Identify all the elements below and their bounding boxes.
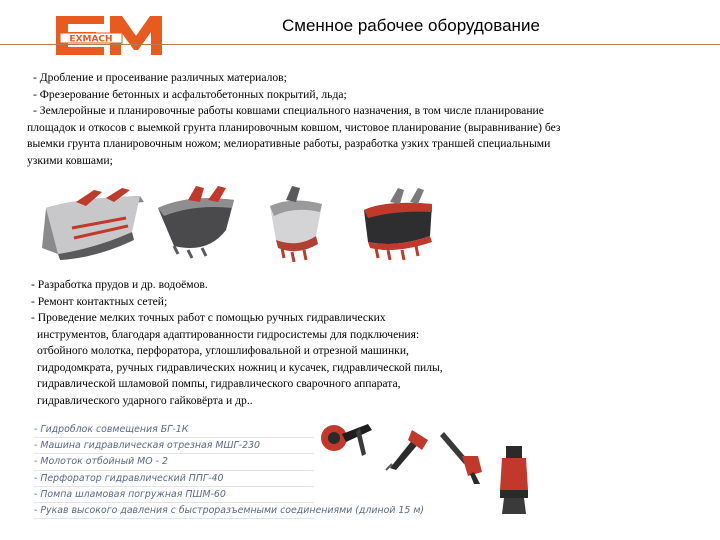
tool-list-item: - Машина гидравлическая отрезная МШГ-230 bbox=[34, 438, 314, 454]
perforator-image bbox=[438, 426, 488, 486]
header-divider bbox=[0, 44, 720, 45]
tool-list-item: - Помпа шламовая погружная ПШМ-60 bbox=[34, 487, 314, 503]
tool-list-item: - Рукав высокого давления с быстроразъемными соединениями (длиной 15 м) bbox=[34, 503, 314, 519]
breaker-hammer-image bbox=[384, 424, 432, 472]
exmach-logo bbox=[52, 12, 164, 58]
works-line: инструментов, благодаря адаптированности гидросистемы для подключения: bbox=[37, 327, 420, 341]
works-line: - Ремонт контактных сетей; bbox=[31, 294, 168, 308]
works-line: отбойного молотка, перфоратора, углошлифовальной и отрезной машинки, bbox=[37, 344, 409, 357]
works-line: гидравлического ударного гайковёрта и др.. bbox=[37, 393, 253, 407]
works-line: - Проведение мелких точных работ с помощью ручных гидравлических bbox=[31, 311, 386, 324]
works-line: гидравлической шламовой помпы, гидравлического сварочного аппарата, bbox=[37, 377, 401, 390]
bucket-image bbox=[36, 188, 148, 262]
page-title: Сменное рабочее оборудование bbox=[282, 16, 540, 35]
bucket-image bbox=[356, 186, 440, 260]
intro-line: узкими ковшами; bbox=[27, 153, 113, 167]
cut-off-saw-image bbox=[318, 414, 376, 466]
tool-list-item: - Молоток отбойный МО - 2 bbox=[34, 454, 314, 470]
svg-text:EXMACH: EXMACH bbox=[69, 34, 113, 45]
intro-line: - Землеройные и планировочные работы ковшами специального назначения, в том числе планирование bbox=[33, 104, 544, 117]
tool-list-item: - Перфоратор гидравлический ППГ-40 bbox=[34, 471, 314, 487]
intro-line: выемки грунта планировочным ножом; мелиоративные работы, разработка узких траншей специальными bbox=[27, 137, 551, 150]
intro-text bbox=[27, 70, 695, 169]
bucket-image bbox=[148, 186, 242, 260]
works-text bbox=[31, 277, 671, 409]
tools-list bbox=[34, 422, 425, 519]
works-line: гидродомкрата, ручных гидравлических ножниц и кусачек, гидравлической пилы, bbox=[37, 360, 443, 374]
intro-line: - Фрезерование бетонных и асфальтобетонных покрытий, льда; bbox=[33, 87, 347, 101]
intro-line: - Дробление и просеивание различных материалов; bbox=[33, 71, 287, 84]
tool-list-item: - Гидроблок совмещения БГ-1К bbox=[34, 422, 314, 438]
intro-line: площадок и откосов с выемкой грунта планировочным ковшом, чистовое планирование (выравнивание) без bbox=[27, 120, 561, 134]
works-line: - Разработка прудов и др. водоёмов. bbox=[31, 278, 208, 291]
slurry-pump-image bbox=[496, 444, 532, 516]
bucket-image bbox=[262, 186, 330, 262]
